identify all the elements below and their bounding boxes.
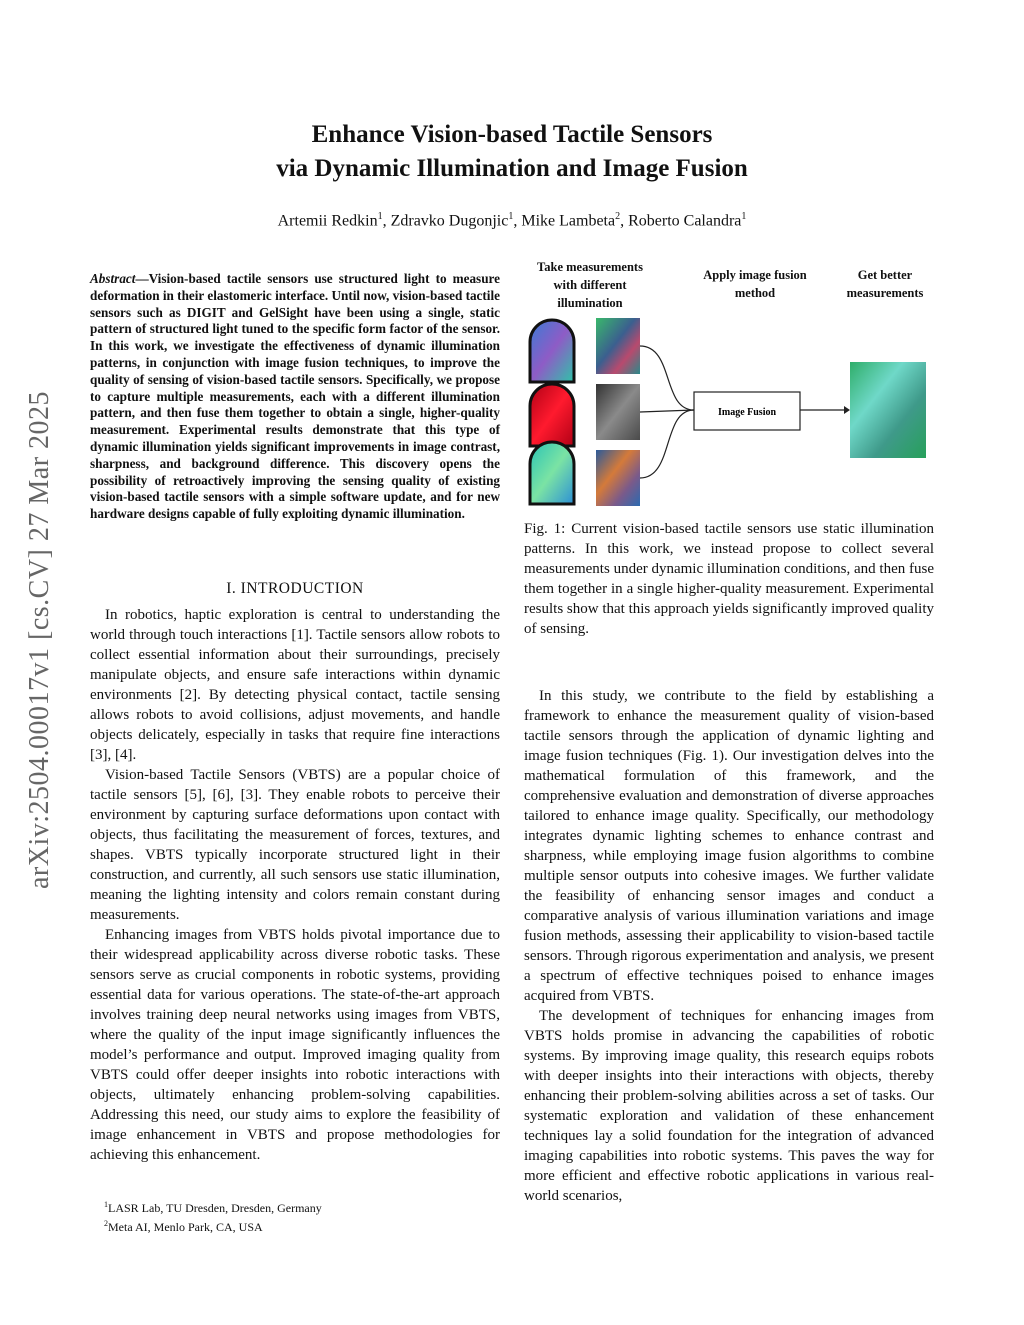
abstract-label: Abstract: [90, 271, 136, 286]
measurement-image-3: [596, 450, 640, 506]
footnote-text: Meta AI, Menlo Park, CA, USA: [108, 1220, 263, 1234]
arxiv-identifier: arXiv:2504.00017v1 [cs.CV] 27 Mar 2025: [24, 390, 55, 890]
footnote: [104, 1216, 504, 1235]
figure-1: [524, 258, 934, 508]
image-fusion-box-label: Image Fusion: [717, 407, 777, 418]
sensor-blue-image: [530, 320, 574, 382]
measurement-image-2: [596, 384, 640, 440]
figure-diagram: [524, 258, 934, 508]
figure-label-measurements: Take measurements with different illumination: [537, 260, 643, 310]
right-column-body: [524, 686, 934, 1206]
affiliation-mark: 1: [741, 211, 747, 222]
paragraph: The development of techniques for enhancing images from VBTS holds promise in advancing the capabilities of robotic systems. By improving image quality, this research equips robots with deeper insights into their interactions with objects, thereby enhancing their problem-solving abilities across a set of tasks. Our systematic exploration and validation of these enhancement techniques lay a solid foundation for the integration of advanced imaging capabilities into robotic systems. This paves the way for more efficient and effective robotic applications in various real-world scenarios,: [524, 1008, 934, 1204]
paragraph: In robotics, haptic exploration is central to understanding the world through touch interactions [1]. Tactile sensors allow robots to collect essential information about their surroundings, precisely manipulate objects, and ensure safe interactions within dynamic environments [2]. By detecting physical contact, tactile sensing allows robots to avoid collisions, adjust movements, and handle objects delicately, especially in tasks that require fine interactions [3], [4].: [90, 607, 500, 763]
paper-title: [162, 118, 862, 186]
footnotes: [104, 1197, 504, 1235]
abstract-text: —Vision-based tactile sensors use structured light to measure deformation in their elastomeric interface. Until now, vision-based tactile sensors such as DIGIT and GelSight have been using a single, static pattern of structured light tuned to the specific form factor of the sensor. In this work, we investigate the effectiveness of dynamic illumination patterns, in conjunction with image fusion techniques, to improve the quality of sensing of vision-based tactile sensors. Specifically, we propose to capture multiple measurements, each with a different illumination pattern, and then fuse them together to obtain a single, higher-quality measurement. Experimental results demonstrate that this type of dynamic illumination yields significant improvements in image contrast, sharpness, and background difference. This discovery opens the possibility of retroactively improving the sensing quality of existing vision-based tactile sensors with a simple software update, and for new hardware designs capable of fully exploiting dynamic illumination.: [90, 271, 500, 522]
section-heading: I. INTRODUCTION: [226, 580, 364, 597]
footnote-text: LASR Lab, TU Dresden, Dresden, Germany: [108, 1201, 322, 1215]
figure-label-fusion: Apply image fusion method: [703, 268, 807, 300]
abstract: [90, 271, 500, 523]
title-line-2: via Dynamic Illumination and Image Fusion: [276, 155, 748, 182]
footnote: [104, 1197, 504, 1216]
footnote-mark: 1: [104, 1200, 108, 1209]
sensor-red-image: [530, 384, 574, 446]
arrow-3: [640, 410, 694, 478]
output-arrowhead: [844, 406, 850, 414]
paragraph: Vision-based Tactile Sensors (VBTS) are a popular choice of tactile sensors [5], [6], [3]. They enable robots to perceive their environment by capturing surface deformations upon contact with objects, thus facilitating the measurement of forces, textures, and shapes. VBTS typically incorporate structured light in their construction, and currently, all such sensors use static illumination, meaning the lighting intensity and colors remain constant during measurements.: [90, 767, 500, 923]
figure-label-better: Get better measurements: [846, 268, 924, 300]
author-list: Artemii Redkin$^1$, Zdravko Dugonjic$^1$, Mike Lambeta$^2$, Roberto Calandra$^1$: [277, 211, 747, 230]
left-column-body: [90, 605, 500, 1165]
paragraph: In this study, we contribute to the field by establishing a framework to enhance the measurement quality of vision-based tactile sensors through the application of dynamic lighting and image fusion techniques (Fig. 1). Our investigation delves into the mathematical formulation of this framework, and the comprehensive evaluation and demonstration of diverse approaches tailored to enhance image quality. Specifically, our methodology integrates dynamic lighting schemes to enhance contrast and sharpness, while employing image fusion algorithms to combine multiple sensor outputs into cohesive images. We further validate the feasibility of enhancing sensor images and conduct a comparative analysis of various illumination variations and image fusion methods, assessing their applicability to vision-based tactile sensors. Through rigorous experimentation and analysis, we present a spectrum of effective techniques poised to enhance images acquired from VBTS.: [524, 688, 934, 1004]
affiliation-mark: 1: [377, 211, 383, 222]
paragraph: Enhancing images from VBTS holds pivotal importance due to their widespread applicability across diverse robotic tasks. These sensors serve as crucial components in robotic systems, providing essential data for various operations. The state-of-the-art approach involves training deep neural networks using images from VBTS, where the quality of the input image significantly influences the model’s performance and output. Improved imaging quality from VBTS could offer deeper insights into robotic interactions with objects, ultimately enhancing problem-solving capabilities. Addressing this need, our study aims to explore the feasibility of image enhancement in VBTS and propose methodologies for achieving this enhancement.: [90, 927, 500, 1163]
arxiv-sidebar-stamp: [22, 340, 62, 940]
title-line-1: Enhance Vision-based Tactile Sensors: [311, 121, 713, 148]
affiliation-mark: 1: [508, 211, 514, 222]
author: Mike Lambeta: [521, 212, 616, 230]
footnote-mark: 2: [104, 1219, 108, 1228]
figure-caption: Fig. 1: Current vision-based tactile sensors use static illumination patterns. In this work, we instead propose to collect several measurements under dynamic illumination conditions, and then fuse them together in a single higher-quality measurement. Experimental results show that this approach yields significantly improved quality of sensing.: [524, 521, 934, 637]
fused-output-image: [850, 362, 926, 458]
author: Zdravko Dugonjic: [390, 212, 509, 230]
affiliation-mark: 2: [615, 211, 621, 222]
arrow-1: [640, 346, 694, 410]
sensor-green-image: [530, 442, 574, 504]
measurement-image-1: [596, 318, 640, 374]
author: Roberto Calandra: [628, 212, 742, 230]
author: Artemii Redkin: [277, 212, 378, 230]
